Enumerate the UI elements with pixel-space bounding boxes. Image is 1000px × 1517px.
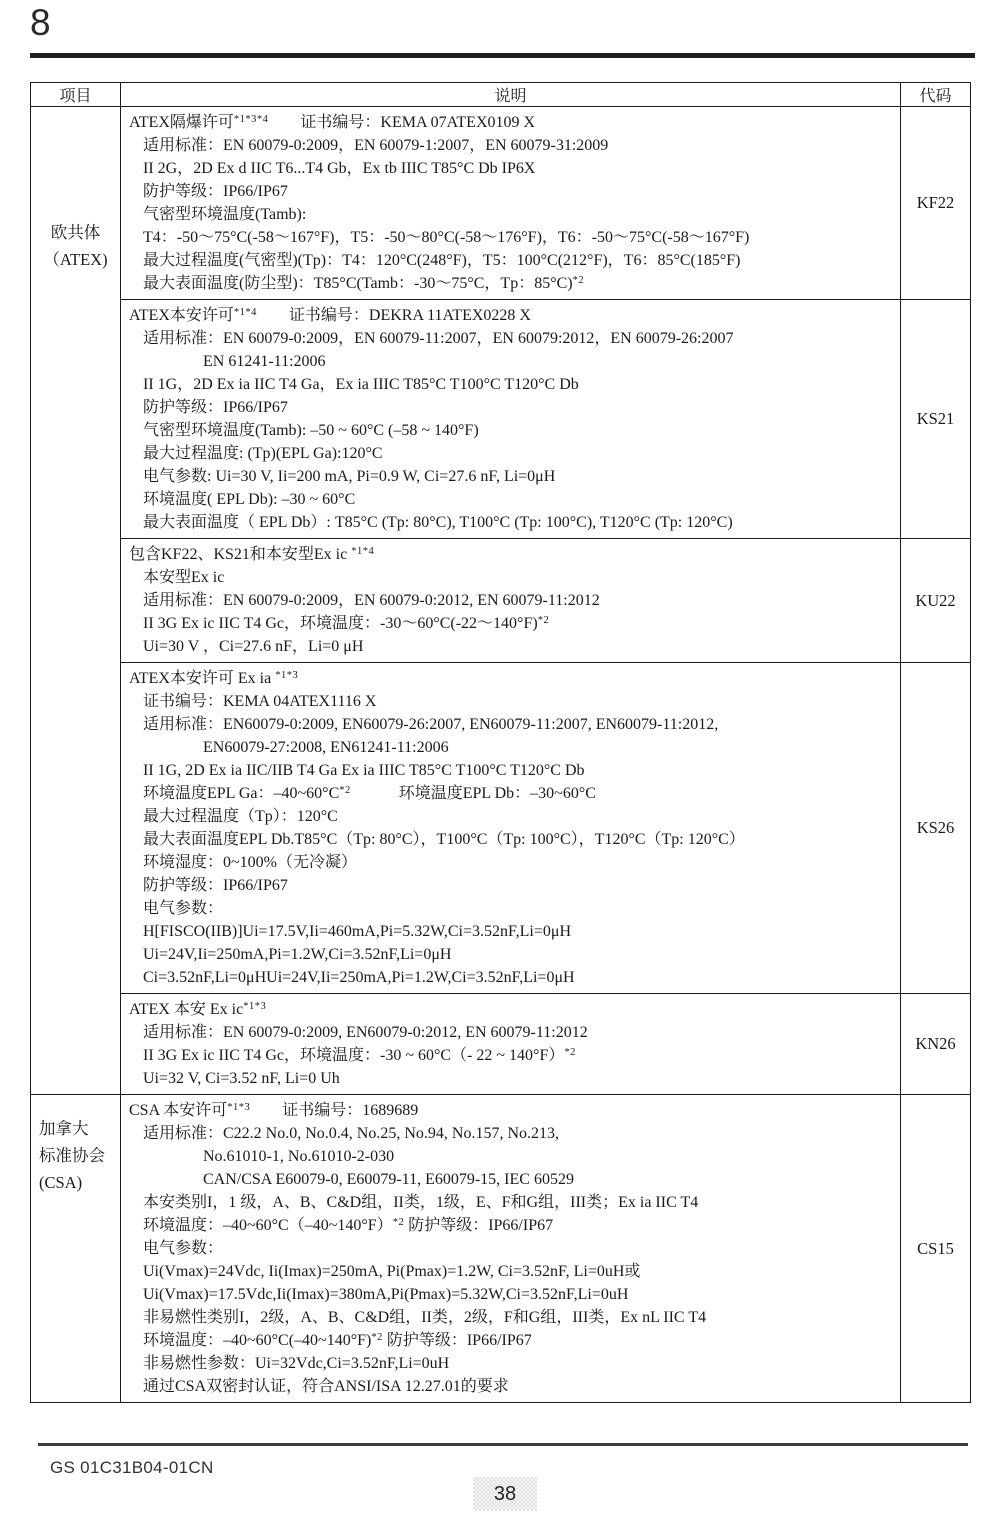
description-line: 非易燃性参数：Ui=32Vdc,Ci=3.52nF,Li=0uH <box>143 1355 450 1372</box>
description-line: 本安类别I，1 级，A、B、C&D组，II类，1级，E、F和G组，III类；Ex ia IIC T4 <box>143 1194 699 1211</box>
description-line: 电气参数： <box>143 1240 224 1257</box>
description-cell <box>121 539 901 663</box>
description-line: 最大过程温度（Tp）：120°C <box>143 808 338 825</box>
table-row <box>31 107 971 300</box>
description-line: II 3G Ex ic IIC T4 Gc，环境温度：-30 ~ 60°C（- 22 ~ 140°F）$^{*2}$ <box>143 1047 576 1064</box>
description-line: 本安型Ex ic <box>143 569 225 586</box>
description-line: EN 61241-11:2006 <box>203 353 326 370</box>
description-line: EN60079-27:2008, EN61241-11:2006 <box>203 739 449 756</box>
code-cell: KU22 <box>901 539 971 663</box>
document-number: GS 01C31B04-01CN <box>50 1458 214 1477</box>
item-line: (CSA) <box>39 1173 83 1192</box>
code-cell: KS21 <box>901 300 971 539</box>
description-line: 环境温度：–40~60°C（–40~140°F）$^{*2}$ 防护等级：IP66/IP67 <box>143 1217 554 1234</box>
description-line: ATEX隔爆许可$^{*1*3*4}$ 证书编号：KEMA 07ATEX0109 X <box>129 114 536 131</box>
description-line: II 1G，2D Ex ia IIC T4 Ga，Ex ia IIIC T85°C T100°C T120°C Db <box>143 376 579 393</box>
description-cell <box>121 107 901 300</box>
item-line: （ATEX) <box>43 250 108 269</box>
item-line: 加拿大 <box>39 1119 89 1138</box>
col-header-code: 代码 <box>901 83 971 107</box>
description-line: 防护等级：IP66/IP67 <box>143 877 288 894</box>
description-line: 环境温度EPL Ga：$-40\sim 60^\circ C^{*2}$ 环境温度EPL Db：–30~60°C <box>143 785 596 802</box>
description-line: 证书编号：KEMA 04ATEX1116 X <box>143 693 377 710</box>
description-line: 电气参数： <box>143 900 224 917</box>
description-line: 环境湿度：0~100%（无冷凝） <box>143 854 357 871</box>
col-header-item: 项目 <box>31 83 121 107</box>
description-cell <box>121 300 901 539</box>
item-cell <box>31 107 121 1095</box>
item-line: 欧共体 <box>50 223 101 242</box>
description-line: 适用标准：C22.2 No.0, No.0.4, No.25, No.94, No.157, No.213, <box>143 1125 560 1142</box>
description-line: II 1G, 2D Ex ia IIC/IIB T4 Ga Ex ia IIIC T85°C T100°C T120°C Db <box>143 762 585 779</box>
description-line: 防护等级：IP66/IP67 <box>143 399 288 416</box>
description-line: 适用标准：EN 60079-0:2009，EN 60079-0:2012, EN 60079-11:2012 <box>143 592 600 609</box>
description-line: 最大过程温度(气密型)(Tp)：T4：120°C(248°F)，T5：100°C(212°F)，T6：85°C(185°F) <box>143 252 741 269</box>
description-line: II 3G Ex ic IIC T4 Gc，环境温度：-30～60°C(-22～140°F)$^{*2}$ <box>143 615 550 632</box>
description-line: 最大表面温度EPL Db.T85°C（Tp: 80°C），T100°C（Tp: 100°C），T120°C（Tp: 120°C） <box>143 831 745 848</box>
description-line: 气密型环境温度(Tamb): –50 ~ 60°C (–58 ~ 140°F) <box>143 422 479 439</box>
description-line: ATEX本安许可 Ex ia $^{*1*3}$ <box>129 670 299 687</box>
description-line: No.61010-1, No.61010-2-030 <box>203 1148 395 1165</box>
footer-page-number: 38 <box>473 1477 537 1511</box>
description-line: 电气参数: Ui=30 V, Ii=200 mA, Pi=0.9 W, Ci=27.6 nF, Li=0μH <box>143 468 556 485</box>
table-row <box>31 1095 971 1403</box>
description-line: CAN/CSA E60079-0, E60079-11, E60079-15, IEC 60529 <box>203 1171 574 1188</box>
description-line: 通过CSA双密封认证，符合ANSI/ISA 12.27.01的要求 <box>143 1378 509 1395</box>
table-row <box>31 539 971 663</box>
description-line: 非易燃性类别I，2级，A、B、C&D组，II类，2级，F和G组，III类，Ex nL IIC T4 <box>143 1309 707 1326</box>
chapter-page-number: 8 <box>30 2 51 43</box>
description-line: 适用标准：EN 60079-0:2009，EN 60079-11:2007，EN 60079:2012，EN 60079-26:2007 <box>143 330 734 347</box>
description-cell <box>121 663 901 994</box>
certification-table <box>30 82 971 1403</box>
description-line: 适用标准：EN 60079-0:2009, EN60079-0:2012, EN 60079-11:2012 <box>143 1024 588 1041</box>
description-line: II 2G，2D Ex d IIC T6...T4 Gb，Ex tb IIIC T85°C Db IP6X <box>143 160 536 177</box>
description-line: Ui(Vmax)=24Vdc, Ii(Imax)=250mA, Pi(Pmax)=1.2W, Ci=3.52nF, Li=0uH或 <box>143 1263 641 1280</box>
item-line: 标准协会 <box>39 1146 105 1165</box>
code-cell: KF22 <box>901 107 971 300</box>
description-line: ATEX本安许可$^{*1*4}$ 证书编号：DEKRA 11ATEX0228 X <box>129 307 531 324</box>
description-line: CSA 本安许可$^{*1*3}$ 证书编号：1689689 <box>129 1102 419 1119</box>
description-line: 气密型环境温度(Tamb): <box>143 206 307 223</box>
description-line: 包含KF22、KS21和本安型Ex ic $^{*1*4}$ <box>129 546 375 563</box>
description-cell <box>121 994 901 1095</box>
col-header-description: 说明 <box>121 83 901 107</box>
description-cell <box>121 1095 901 1403</box>
item-cell <box>31 1095 121 1403</box>
description-line: Ci=3.52nF,Li=0μHUi=24V,Ii=250mA,Pi=1.2W,Ci=3.52nF,Li=0μH <box>143 969 575 986</box>
description-line: Ui(Vmax)=17.5Vdc,Ii(Imax)=380mA,Pi(Pmax)=5.32W,Ci=3.52nF,Li=0uH <box>143 1286 629 1303</box>
description-line: 最大表面温度（ EPL Db）: T85°C (Tp: 80°C), T100°C (Tp: 100°C), T120°C (Tp: 120°C) <box>143 514 733 531</box>
description-line: Ui=24V,Ii=250mA,Pi=1.2W,Ci=3.52nF,Li=0μH <box>143 946 452 963</box>
footer-rule <box>38 1443 968 1446</box>
description-line: H[FISCO(IIB)]Ui=17.5V,Ii=460mA,Pi=5.32W,Ci=3.52nF,Li=0μH <box>143 923 571 940</box>
table-row <box>31 994 971 1095</box>
description-line: 环境温度( EPL Db): –30 ~ 60°C <box>143 491 356 508</box>
top-rule <box>30 53 975 58</box>
description-line: 最大过程温度: (Tp)(EPL Ga):120°C <box>143 445 383 462</box>
description-line: Ui=30 V ，Ci=27.6 nF，Li=0 μH <box>143 638 364 655</box>
code-cell: CS15 <box>901 1095 971 1403</box>
description-line: 防护等级：IP66/IP67 <box>143 183 288 200</box>
description-line: ATEX 本安 Ex $ic^{*1*3}$ <box>129 1001 267 1018</box>
table-row <box>31 300 971 539</box>
description-line: 适用标准：EN 60079-0:2009，EN 60079-1:2007，EN 60079-31:2009 <box>143 137 609 154</box>
description-line: T4：-50～75°C(-58～167°F)，T5：-50～80°C(-58～176°F)，T6：-50～75°C(-58～167°F) <box>143 229 750 246</box>
description-line: Ui=32 V, Ci=3.52 nF, Li=0 Uh <box>143 1070 340 1087</box>
description-line: 最大表面温度(防尘型)：T85°C(Tamb：-30～75°C，Tp：85°C)$^{*2}$ <box>143 275 585 292</box>
table-header-row <box>31 83 971 107</box>
description-line: 环境温度：–40~60°C(–40~140°F)$^{*2}$ 防护等级：IP66/IP67 <box>143 1332 532 1349</box>
code-cell: KN26 <box>901 994 971 1095</box>
table-row <box>31 663 971 994</box>
code-cell: KS26 <box>901 663 971 994</box>
description-line: 适用标准：EN60079-0:2009, EN60079-26:2007, EN60079-11:2007, EN60079-11:2012, <box>143 716 719 733</box>
